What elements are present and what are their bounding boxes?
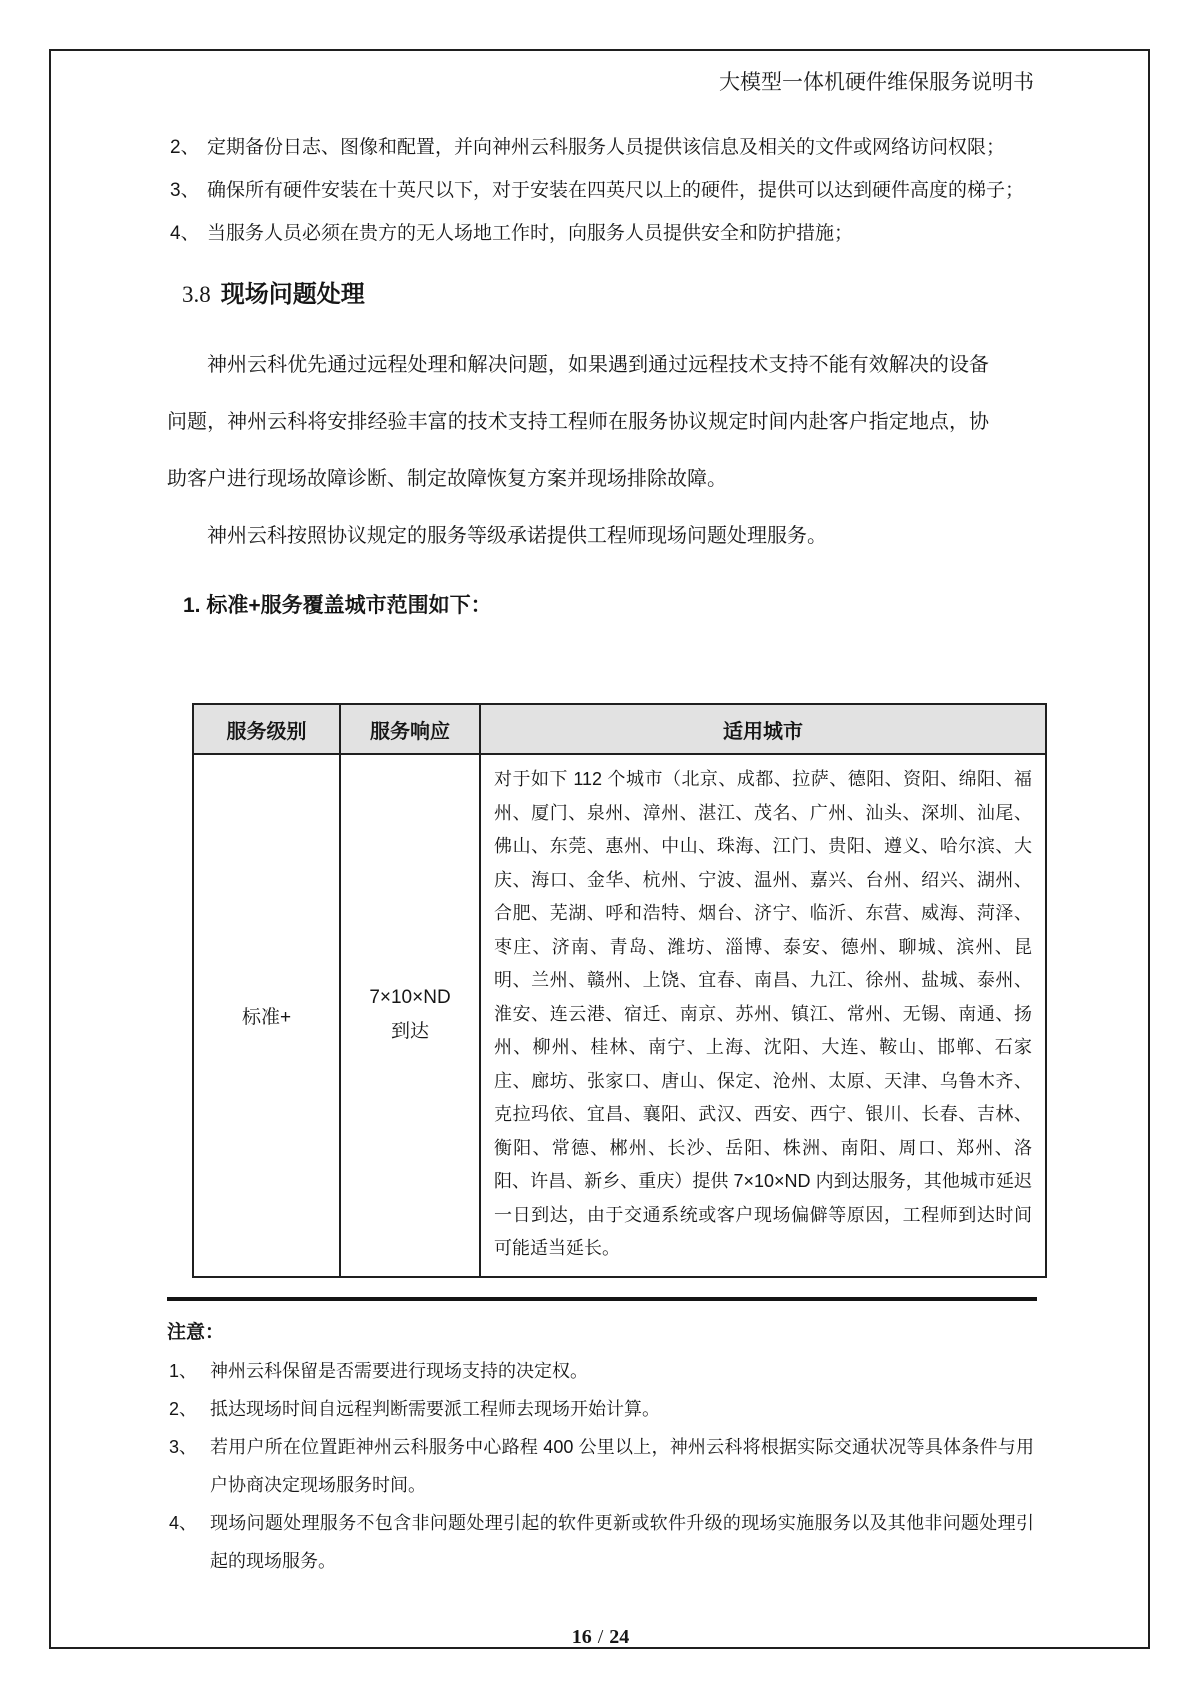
service-response-line: 7×10×ND xyxy=(369,987,451,1009)
list-item-text: 定期备份日志、图像和配置，并向神州云科服务人员提供该信息及相关的文件或网络访问权限； xyxy=(207,137,1006,158)
notes-label: 注意： xyxy=(167,1321,225,1343)
section-heading xyxy=(182,277,1034,313)
list-item-number: 3、 xyxy=(170,180,200,201)
document-header-title: 大模型一体机硬件维保服务说明书 xyxy=(719,70,1034,94)
list-item xyxy=(167,176,1034,206)
page-footer xyxy=(167,1624,1034,1650)
paragraph: 神州云科优先通过远程处理和解决问题，如果遇到通过远程技术支持不能有效解决的设备问题，神州云科将安排经验丰富的技术支持工程师在服务协议规定时间内赴客户指定地点，协助客户进行现场故障诊断、制定故障恢复方案并现场排除故障。 xyxy=(167,354,989,490)
page-number: 16 xyxy=(571,1625,592,1648)
note-number: 1、 xyxy=(169,1360,198,1381)
table-row xyxy=(193,754,1046,1277)
section-number: 3.8 xyxy=(182,282,211,307)
note-text: 若用户所在位置距神州云科服务中心路程 400 公里以上，神州云科将根据实际交通状况等具体条件与用户协商决定现场服务时间。 xyxy=(210,1436,1034,1495)
note-text: 抵达现场时间自远程判断需要派工程师去现场开始计算。 xyxy=(210,1398,660,1419)
note-item xyxy=(167,1504,1034,1580)
list-item-text: 当服务人员必须在贵方的无人场地工作时，向服务人员提供安全和防护措施； xyxy=(207,223,854,244)
note-number: 3、 xyxy=(169,1436,198,1457)
page-border xyxy=(49,49,1150,1649)
section-divider xyxy=(167,1297,1037,1301)
page-number-separator: / xyxy=(597,1625,604,1648)
cell-service-level: 标准+ xyxy=(193,754,340,1277)
table-header-applicable-cities: 适用城市 xyxy=(480,704,1046,754)
list-item-number: 2、 xyxy=(170,137,200,158)
note-item xyxy=(167,1390,1034,1428)
note-number: 2、 xyxy=(169,1398,198,1419)
page-total: 24 xyxy=(609,1625,630,1648)
cell-applicable-cities: 对于如下 112 个城市（北京、成都、拉萨、德阳、资阳、绵阳、福州、厦门、泉州、漳州、湛江、茂名、广州、汕头、深圳、汕尾、佛山、东莞、惠州、中山、珠海、江门、贵阳、遵义、哈尔滨、大庆、海口、金华、杭州、宁波、温州、嘉兴、台州、绍兴、湖州、合肥、芜湖、呼和浩特、烟台、济宁、临沂、东营、威海、菏泽、枣庄、济南、青岛、潍坊、淄博、泰安、德州、聊城、滨州、昆明、兰州、赣州、上饶、宜春、南昌、九江、徐州、盐城、泰州、淮安、连云港、宿迁、南京、苏州、镇江、常州、无锡、南通、扬州、柳州、桂林、南宁、上海、沈阳、大连、鞍山、邯郸、石家庄、廊坊、张家口、唐山、保定、沧州、太原、天津、乌鲁木齐、克拉玛依、宜昌、襄阳、武汉、西安、西宁、银川、长春、吉林、衡阳、常德、郴州、长沙、岳阳、株洲、南阳、周口、郑州、洛阳、许昌、新乡、重庆）提供 7×10×ND 内到达服务，其他城市延迟一日到达，由于交通系统或客户现场偏僻等原因，工程师到达时间可能适当延长。 xyxy=(480,754,1046,1277)
page-content xyxy=(51,51,1148,1650)
service-response-line: 到达 xyxy=(390,1021,429,1043)
notes-section xyxy=(167,1314,1034,1580)
note-item xyxy=(167,1352,1034,1390)
list-item-text: 确保所有硬件安装在十英尺以下，对于安装在四英尺以上的硬件，提供可以达到硬件高度的梯子； xyxy=(207,180,1025,201)
table-header-row xyxy=(193,704,1046,754)
paragraph: 神州云科按照协议规定的服务等级承诺提供工程师现场问题处理服务。 xyxy=(207,525,827,547)
coverage-heading: 1. 标准+服务覆盖城市范围如下： xyxy=(183,594,492,617)
table-header-service-level: 服务级别 xyxy=(193,704,340,754)
note-text: 现场问题处理服务不包含非问题处理引起的软件更新或软件升级的现场实施服务以及其他非问题处理引起的现场服务。 xyxy=(210,1512,1034,1571)
cell-service-response xyxy=(340,754,480,1277)
list-item xyxy=(167,133,1034,163)
note-item xyxy=(167,1428,1034,1504)
list-item xyxy=(167,219,1034,249)
table-header-service-response: 服务响应 xyxy=(340,704,480,754)
intro-list xyxy=(167,133,1034,249)
list-item-number: 4、 xyxy=(170,223,200,244)
section-title: 现场问题处理 xyxy=(220,281,365,308)
note-text: 神州云科保留是否需要进行现场支持的决定权。 xyxy=(210,1360,588,1381)
service-coverage-table xyxy=(192,703,1047,1278)
note-number: 4、 xyxy=(169,1512,198,1533)
